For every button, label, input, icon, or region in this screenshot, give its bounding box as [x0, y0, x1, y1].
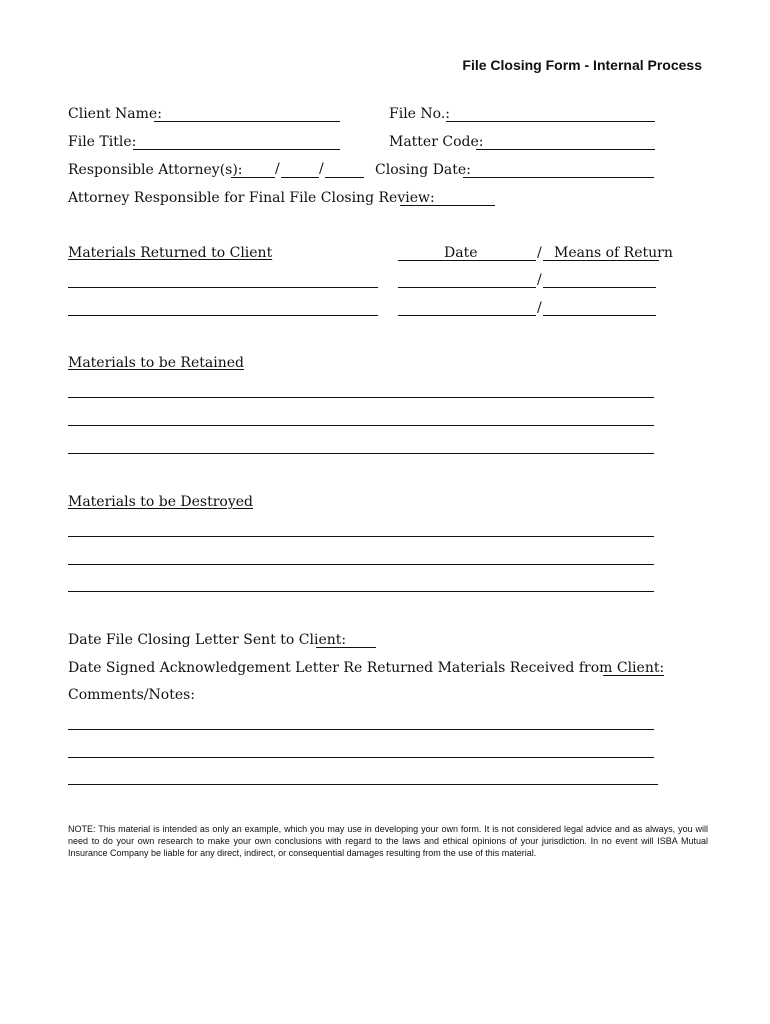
letter-sent-field[interactable] — [316, 647, 376, 648]
file-no-field[interactable] — [446, 121, 655, 122]
comments-line-1[interactable] — [68, 729, 654, 730]
attorney-field-2[interactable] — [281, 177, 319, 178]
retained-line-1[interactable] — [68, 397, 654, 398]
final-review-field[interactable] — [400, 205, 495, 206]
destroyed-heading: Materials to be Destroyed — [68, 494, 254, 510]
client-name-label: Client Name: — [68, 106, 162, 122]
final-review-label: Attorney Responsible for Final File Closing Review: — [68, 190, 435, 206]
attorney-field-1[interactable] — [231, 177, 275, 178]
means-heading: Means of Return — [554, 245, 673, 261]
returned-means-field-1[interactable] — [543, 287, 656, 288]
attorney-separator-1: / — [275, 161, 280, 177]
destroyed-line-3[interactable] — [68, 591, 654, 592]
file-title-field[interactable] — [133, 149, 340, 150]
returned-heading: Materials Returned to Client — [68, 245, 273, 261]
matter-code-label: Matter Code: — [389, 134, 484, 150]
client-name-field[interactable] — [154, 121, 340, 122]
returned-separator-1: / — [537, 272, 542, 288]
retained-line-2[interactable] — [68, 425, 654, 426]
closing-date-field[interactable] — [463, 177, 654, 178]
returned-date-field-2[interactable] — [398, 315, 536, 316]
disclaimer-note: NOTE: This material is intended as only an example, which you may use in developing your own form. It is not considered legal advice and as always, you will need to do your own research to make your own conclusions with regard to the laws and ethical opinions of your jurisdiction. In no event will ISBA Mutual Insurance Company be liable for any direct, indirect, or consequential damages resulting from the use of this material. — [68, 824, 708, 858]
returned-means-field-2[interactable] — [543, 315, 656, 316]
date-means-separator: / — [537, 245, 542, 261]
returned-separator-2: / — [537, 300, 542, 316]
letter-sent-label: Date File Closing Letter Sent to Client: — [68, 632, 347, 648]
form-title: File Closing Form - Internal Process — [462, 57, 702, 73]
acknowledgement-field[interactable] — [603, 675, 664, 676]
returned-date-field-1[interactable] — [398, 287, 536, 288]
returned-material-field-1[interactable] — [68, 287, 378, 288]
responsible-attorneys-label: Responsible Attorney(s): — [68, 162, 243, 178]
retained-heading: Materials to be Retained — [68, 355, 244, 371]
acknowledgement-label: Date Signed Acknowledgement Letter Re Returned Materials Received from Client: — [68, 660, 665, 676]
comments-line-2[interactable] — [68, 757, 654, 758]
comments-line-3[interactable] — [68, 784, 658, 785]
retained-line-3[interactable] — [68, 453, 654, 454]
file-title-label: File Title: — [68, 134, 137, 150]
comments-label: Comments/Notes: — [68, 687, 196, 703]
file-no-label: File No.: — [389, 106, 451, 122]
attorney-separator-2: / — [319, 161, 324, 177]
destroyed-line-1[interactable] — [68, 536, 654, 537]
date-heading: Date — [444, 245, 478, 261]
closing-date-label: Closing Date: — [375, 162, 471, 178]
matter-code-field[interactable] — [476, 149, 655, 150]
returned-material-field-2[interactable] — [68, 315, 378, 316]
attorney-field-3[interactable] — [325, 177, 364, 178]
destroyed-line-2[interactable] — [68, 564, 654, 565]
